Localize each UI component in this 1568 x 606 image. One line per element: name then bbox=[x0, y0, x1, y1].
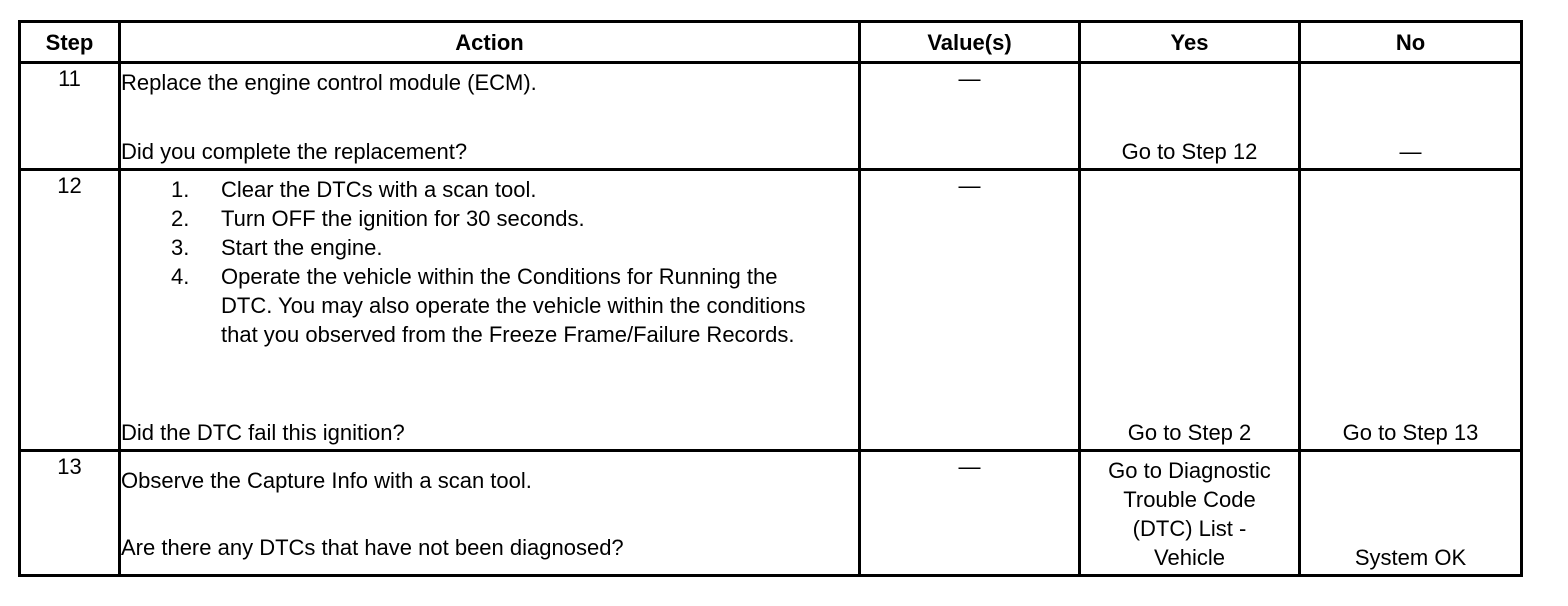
list-item bbox=[121, 233, 852, 262]
list-item bbox=[121, 262, 852, 349]
value-cell: — bbox=[860, 170, 1080, 451]
list-item bbox=[121, 204, 852, 233]
action-cell bbox=[120, 451, 860, 576]
no-value: System OK bbox=[1354, 545, 1467, 570]
no-cell bbox=[1300, 451, 1522, 576]
yes-cell bbox=[1080, 451, 1300, 576]
header-yes: Yes bbox=[1080, 22, 1300, 63]
list-item-number: 4. bbox=[171, 264, 190, 289]
step-number: 12 bbox=[20, 170, 120, 451]
list-item-number: 2. bbox=[171, 206, 190, 231]
action-cell bbox=[120, 170, 860, 451]
no-value: — bbox=[1399, 139, 1422, 164]
header-values: Value(s) bbox=[860, 22, 1080, 63]
no-cell bbox=[1300, 63, 1522, 170]
header-row bbox=[20, 22, 1522, 63]
table-row-step-12 bbox=[20, 170, 1522, 451]
yes-link[interactable]: Go to Step 2 bbox=[1127, 420, 1252, 445]
diagnostic-table bbox=[18, 20, 1523, 577]
action-instruction: Observe the Capture Info with a scan tool. bbox=[121, 468, 532, 493]
header-action: Action bbox=[120, 22, 860, 63]
list-item-text: Operate the vehicle within the Conditions for Running the DTC. You may also operate the vehicle within the conditions that you observed from the Freeze Frame/Failure Records. bbox=[221, 264, 806, 347]
list-item-text: Clear the DTCs with a scan tool. bbox=[221, 177, 537, 202]
header-no: No bbox=[1300, 22, 1522, 63]
value-cell: — bbox=[860, 63, 1080, 170]
list-item-number: 3. bbox=[171, 235, 190, 260]
action-question: Are there any DTCs that have not been diagnosed? bbox=[121, 535, 624, 560]
list-item-text: Start the engine. bbox=[221, 235, 383, 260]
step-number: 11 bbox=[20, 63, 120, 170]
header-step: Step bbox=[20, 22, 120, 63]
yes-link[interactable]: Go to Diagnostic Trouble Code (DTC) List - Vehicle bbox=[1108, 458, 1271, 570]
yes-cell bbox=[1080, 63, 1300, 170]
table-row-step-11 bbox=[20, 63, 1522, 170]
table-row-step-13 bbox=[20, 451, 1522, 576]
action-cell bbox=[120, 63, 860, 170]
no-link[interactable]: Go to Step 13 bbox=[1342, 420, 1479, 445]
no-cell bbox=[1300, 170, 1522, 451]
list-item-number: 1. bbox=[171, 177, 190, 202]
list-item bbox=[121, 175, 852, 204]
yes-cell bbox=[1080, 170, 1300, 451]
step-number: 13 bbox=[20, 451, 120, 576]
value-cell: — bbox=[860, 451, 1080, 576]
yes-link[interactable]: Go to Step 12 bbox=[1121, 139, 1258, 164]
procedure-list bbox=[121, 175, 852, 349]
action-question: Did the DTC fail this ignition? bbox=[121, 420, 405, 445]
action-instruction: Replace the engine control module (ECM). bbox=[121, 70, 537, 95]
list-item-text: Turn OFF the ignition for 30 seconds. bbox=[221, 206, 585, 231]
action-question: Did you complete the replacement? bbox=[121, 139, 468, 164]
